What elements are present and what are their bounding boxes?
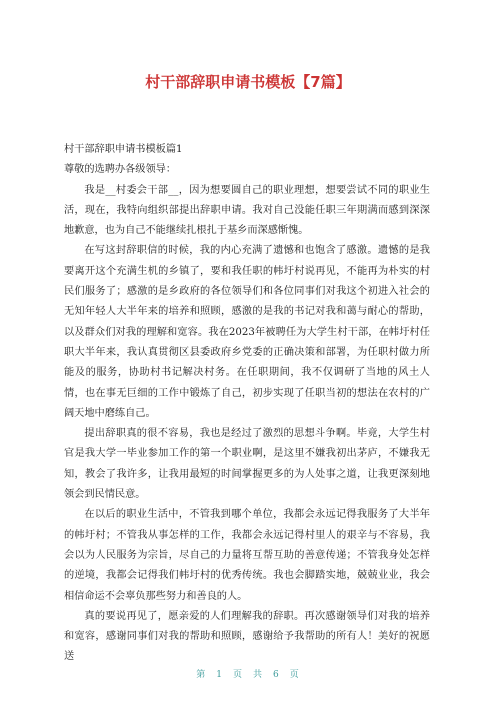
section-heading: 村干部辞职申请书模板篇1 [64, 144, 183, 155]
paragraph-2: 在写这封辞职信的时候，我的内心充满了遗憾和也饱含了感激。遗憾的是我要离开这个充满生机的乡镇了，要和我任职的帏圩村说再见，不能再为朴实的村民们服务了；感激的是乡政府的各位领导们和各位同事们对我这个初进入社会的无知年轻人大半年来的培养和照顾，感激的是我的书记对我和蔼与耐心的帮助，以及群众们对我的理解和宽容。我在2023年被聘任为大学生村干部，在帏圩村任职大半年来，我认真贯彻区县委政府乡党委的正确决策和部署，为任职村做力所能及的服务，协助村书记解决村务。在任职期间，我不仅调研了当地的风土人情，也在事无巨细的工作中锻炼了自己，初步实现了任职当初的想法在农村的广阔天地中磨练自己。 [64, 245, 430, 419]
document-title: 村干部辞职申请书模板【7篇】 [145, 73, 351, 91]
page-number: 1 [216, 670, 223, 680]
paragraph-5: 真的要说再见了，愿亲爱的人们理解我的辞职。再次感谢领导们对我的培养和宽容，感谢同事们对我的帮助和照顾，感谢给予我帮助的所有人！美好的祝愿送 [64, 610, 430, 663]
paragraph-1: 我是__村委会干部__，因为想要圆自己的职业理想，想要尝试不同的职业生活，现在，我特向组织部提出辞职申请。我对自己没能任职三年期满而感到深深地歉意，也为自己不能继续扎根扎于基乡而深感惭愧。 [64, 184, 430, 237]
paragraph-3: 提出辞职真的很不容易，我也是经过了激烈的思想斗争啊。毕竟，大学生村官是我大学一毕业参加工作的第一个职业啊，是这里不嫌我初出茅庐，不嫌我无知，教会了我许多，让我用最短的时间掌握更多的为人处事之道，让我更深刻地领会到民情民意。 [64, 428, 430, 501]
total-pages: 6 [273, 670, 280, 680]
page-footer [0, 669, 496, 681]
page-label-prefix: 第 [196, 670, 207, 680]
total-label-suffix: 页 [289, 670, 300, 680]
document-body [64, 140, 430, 668]
page-label-suffix: 页 [232, 670, 243, 680]
paragraph-4: 在以后的职业生活中，不管我到哪个单位，我都会永远记得我服务了大半年的帏圩村；不管我从事怎样的工作，我都会永远记得村里人的艰辛与不容易，我会以为人民服务为宗旨，尽自己的力量将互帮互助的善意传递；不管我身处怎样的逆境，我都会记得我们帏圩村的优秀传统。我也会脚踏实地，兢兢业业，我会相信命运不会辜负那些努力和善良的人。 [64, 509, 430, 602]
total-label-prefix: 共 [253, 670, 264, 680]
salutation: 尊敬的选聘办各级领导： [64, 164, 177, 176]
